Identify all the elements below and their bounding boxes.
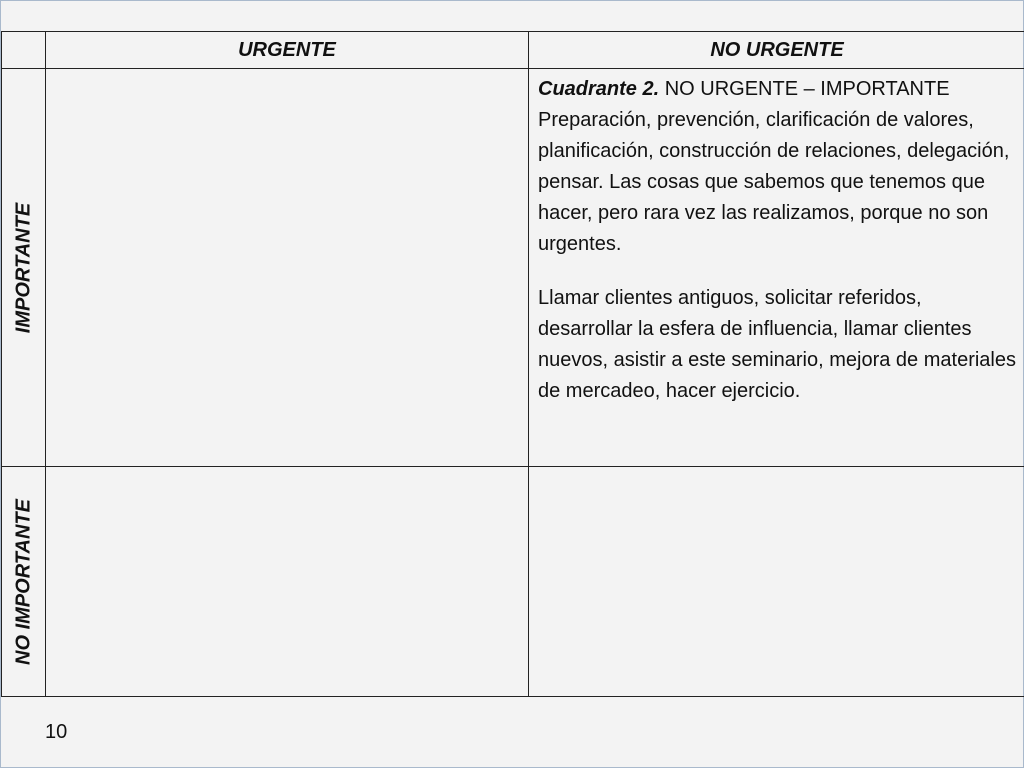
- priority-matrix-table: [1, 31, 1024, 697]
- quadrant-2-title: Cuadrante 2.: [538, 78, 660, 100]
- row-label-importante: IMPORTANTE: [12, 202, 34, 333]
- header-row: [2, 32, 1024, 69]
- quadrant-2-heading: [538, 74, 1017, 105]
- quadrant-1-cell: [46, 69, 529, 467]
- quadrant-2-examples: Llamar clientes antiguos, solicitar referidos, desarrollar la esfera de influencia, llamar clientes nuevos, asistir a este seminario, mejora de materiales de mercadeo, hacer ejercicio.: [538, 287, 1016, 402]
- quadrant-4-cell: [529, 467, 1024, 697]
- quadrant-2-content: [529, 69, 1024, 407]
- quadrant-2-subtitle: NO URGENTE – IMPORTANTE: [659, 78, 950, 100]
- row-label-importante-cell: [2, 69, 46, 467]
- page-number: 10: [45, 721, 68, 743]
- header-no-urgente: NO URGENTE: [529, 32, 1024, 69]
- header-urgente: URGENTE: [46, 32, 529, 69]
- corner-cell: [2, 32, 46, 69]
- quadrant-2-cell: [529, 69, 1024, 467]
- quadrant-2-description: Preparación, prevención, clarificación de valores, planificación, construcción de relaciones, delegación, pensar. Las cosas que sabemos que tenemos que hacer, pero rara vez las realizamos, porque no son urgentes.: [538, 109, 1010, 255]
- row-label-no-importante: NO IMPORTANTE: [12, 498, 34, 665]
- row-importante: [2, 69, 1024, 467]
- row-no-importante: [2, 467, 1024, 697]
- paragraph-gap: [538, 260, 1017, 283]
- quadrant-3-cell: [46, 467, 529, 697]
- row-label-no-importante-cell: [2, 467, 46, 697]
